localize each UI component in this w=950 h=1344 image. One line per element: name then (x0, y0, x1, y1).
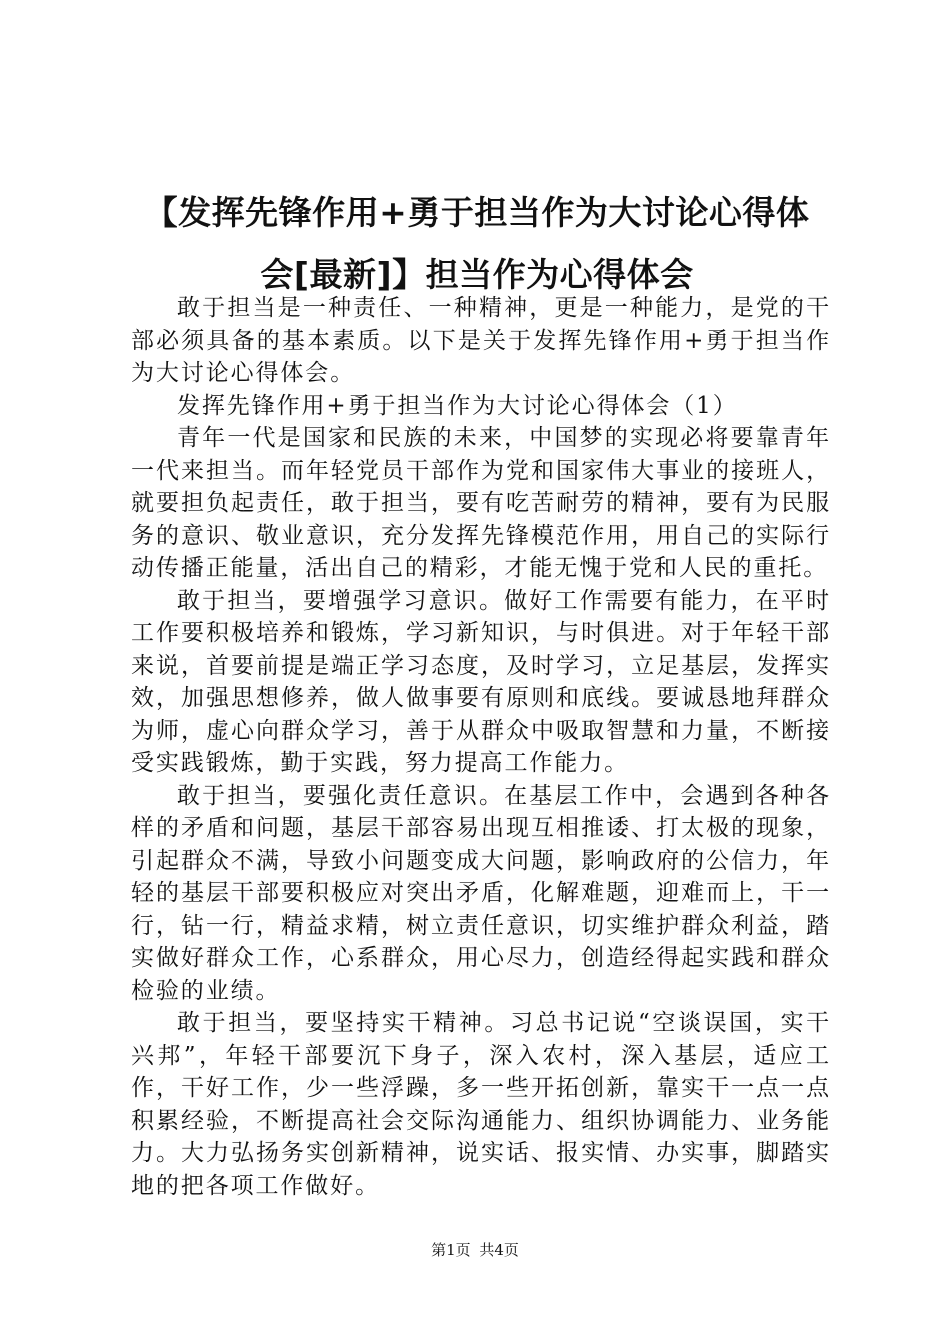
document-body (131, 292, 831, 1202)
paragraph-responsibility: 敢于担当，要强化责任意识。在基层工作中，会遇到各种各样的矛盾和问题，基层干部容易出现互相推诿、打太极的现象，引起群众不满，导致小问题变成大问题，影响政府的公信力，年轻的基层干部要积极应对突出矛盾，化解难题，迎难而上，干一行，钻一行，精益求精，树立责任意识，切实维护群众利益，踏实做好群众工作，心系群众，用心尽力，创造经得起实践和群众检验的业绩。 (131, 782, 831, 1004)
title-line-2: 会[最新]】担当作为心得体会 (260, 255, 694, 294)
paragraph-youth: 青年一代是国家和民族的未来，中国梦的实现必将要靠青年一代来担当。而年轻党员干部作为党和国家伟大事业的接班人，就要担负起责任，敢于担当，要有吃苦耐劳的精神，要有为民服务的意识、敬业意识，充分发挥先锋模范作用，用自己的实际行动传播正能量，活出自己的精彩，才能无愧于党和人民的重托。 (131, 425, 831, 581)
section-heading: 发挥先锋作用+勇于担当作为大讨论心得体会（1） (177, 392, 738, 419)
page-footer (0, 1240, 950, 1260)
paragraph-practice: 敢于担当，要坚持实干精神。习总书记说“空谈误国，实干兴邦”，年轻干部要沉下身子，深入农村，深入基层，适应工作，干好工作，少一些浮躁，多一些开拓创新，靠实干一点一点积累经验，不断提高社会交际沟通能力、组织协调能力、业务能力。大力弘扬务实创新精神，说实话、报实情、办实事，脚踏实地的把各项工作做好。 (131, 1010, 831, 1199)
document-title (120, 182, 834, 306)
paragraph-intro: 敢于担当是一种责任、一种精神，更是一种能力，是党的干部必须具备的基本素质。以下是关于发挥先锋作用+勇于担当作为大讨论心得体会。 (131, 295, 831, 386)
title-line-1: 【发挥先锋作用+勇于担当作为大讨论心得体 (144, 193, 810, 232)
page-number-total: 共4页 (479, 1241, 519, 1259)
page-number-current: 第1页 (431, 1241, 471, 1259)
paragraph-learning: 敢于担当，要增强学习意识。做好工作需要有能力，在平时工作要积极培养和锻炼，学习新知识，与时俱进。对于年轻干部来说，首要前提是端正学习态度，及时学习，立足基层，发挥实效，加强思想修养，做人做事要有原则和底线。要诚恳地拜群众为师，虚心向群众学习，善于从群众中吸取智慧和力量，不断接受实践锻炼，勤于实践，努力提高工作能力。 (131, 587, 831, 776)
